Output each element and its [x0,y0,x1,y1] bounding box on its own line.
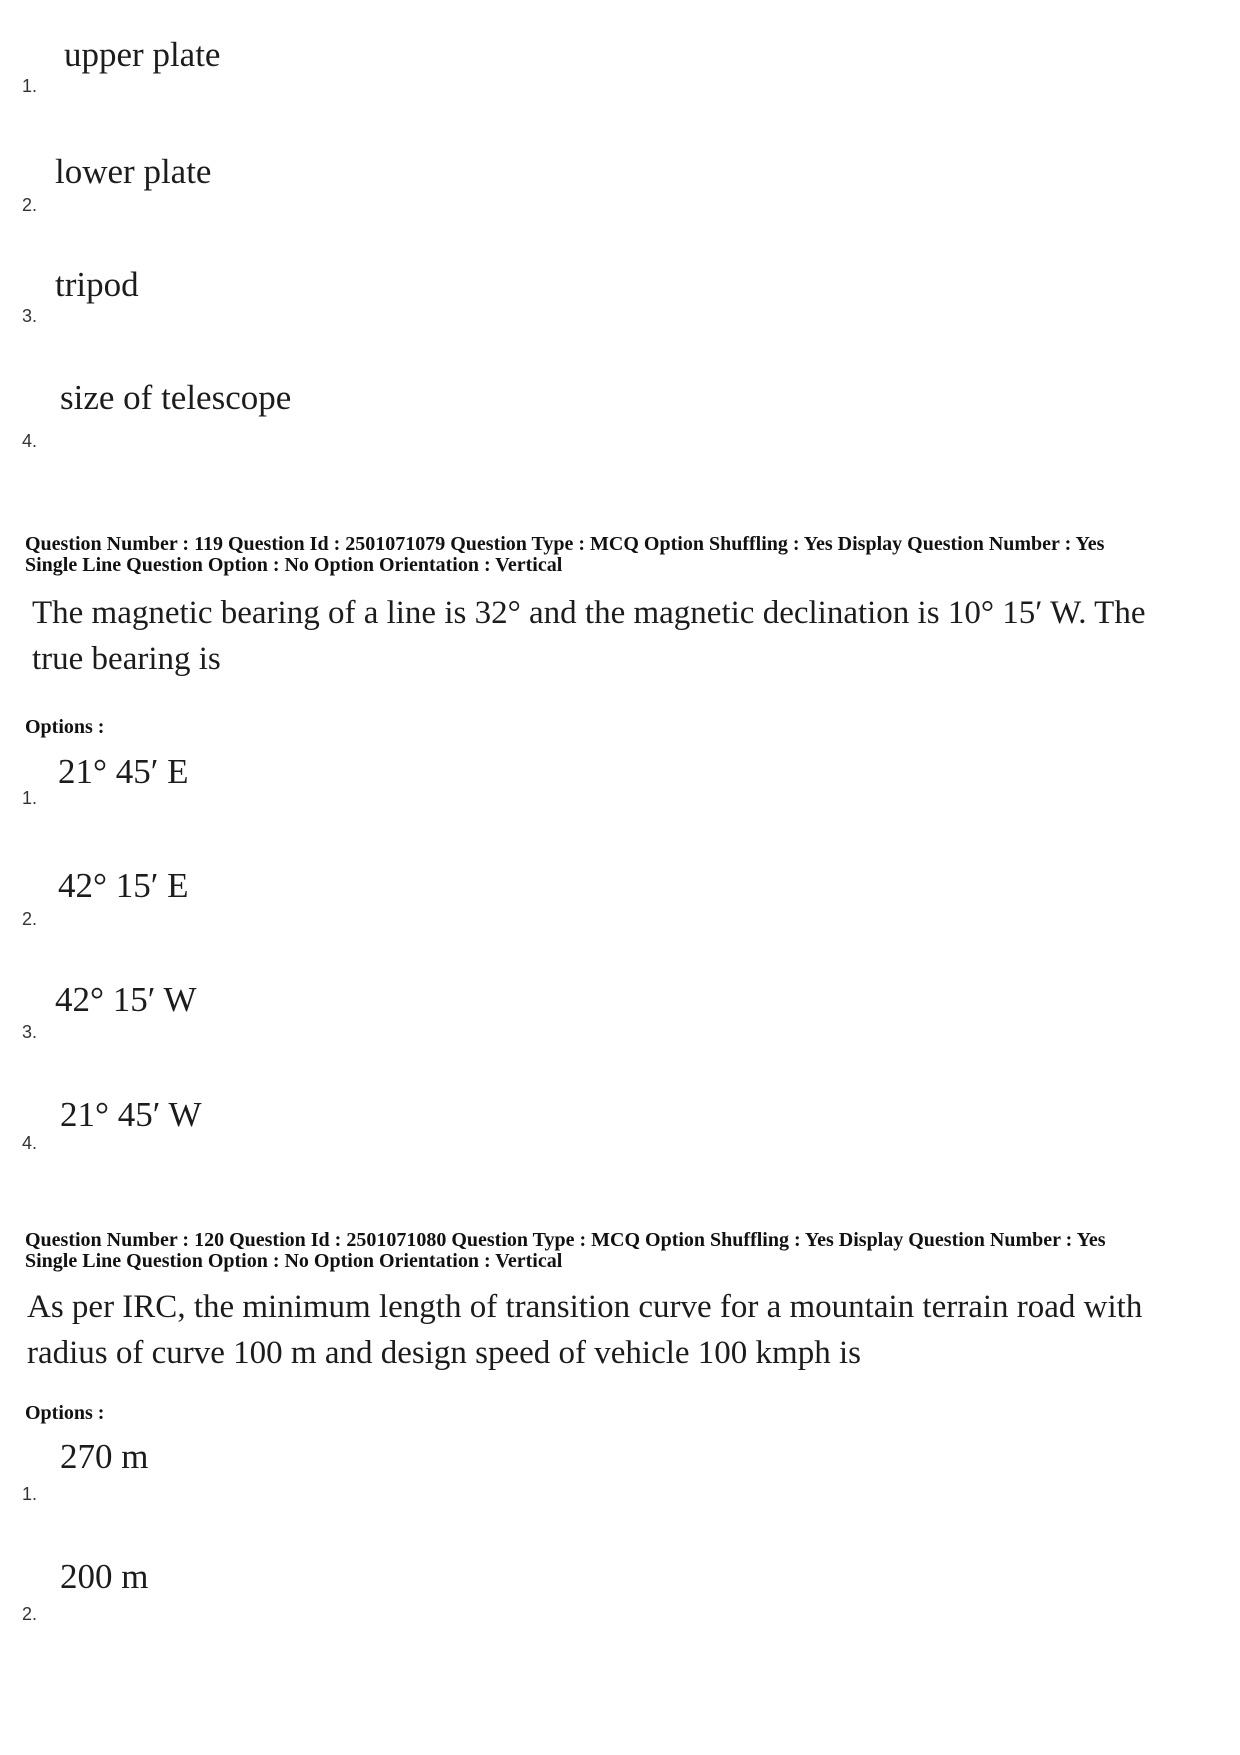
question-line-1: The magnetic bearing of a line is 32° and the magnetic declination is 10° 15′ W. The [32,595,1146,631]
option-text: 200 m [60,1557,149,1596]
option-text: lower plate [55,152,212,191]
option-text: upper plate [64,35,221,74]
option-number: 1. [22,788,38,808]
meta-line-2: Single Line Question Option : No Option Orientation : Vertical [25,1250,563,1272]
option-number: 3. [22,306,38,326]
option-text: tripod [55,265,139,304]
option-text: 21° 45′ W [60,1095,202,1134]
question-119-text [32,590,1212,682]
option-number: 2. [22,195,38,215]
options-label: Options : [25,1402,105,1424]
option-number: 4. [22,431,38,451]
option-number: 4. [22,1133,38,1153]
question-line-2: radius of curve 100 m and design speed of vehicle 100 kmph is [27,1335,861,1371]
question-120-meta [25,1230,1220,1272]
question-line-1: As per IRC, the minimum length of transition curve for a mountain terrain road with [27,1289,1143,1325]
option-text: 42° 15′ E [58,866,189,905]
option-number: 1. [22,76,38,96]
option-number: 1. [22,1484,38,1504]
option-text: 21° 45′ E [58,752,189,791]
option-text: size of telescope [60,378,292,417]
meta-line-2: Single Line Question Option : No Option Orientation : Vertical [25,554,563,576]
option-text: 42° 15′ W [55,980,197,1019]
option-text: 270 m [60,1437,149,1476]
question-line-2: true bearing is [32,641,221,677]
meta-line-1: Question Number : 119 Question Id : 2501071079 Question Type : MCQ Option Shuffling : Yes Display Question Number : Yes [25,533,1105,555]
option-number: 2. [22,909,38,929]
meta-line-1: Question Number : 120 Question Id : 2501071080 Question Type : MCQ Option Shuffling : Yes Display Question Number : Yes [25,1229,1106,1251]
options-label: Options : [25,716,105,738]
option-number: 2. [22,1604,38,1624]
option-number: 3. [22,1022,38,1042]
question-119-meta [25,534,1220,576]
question-120-text [27,1284,1207,1376]
